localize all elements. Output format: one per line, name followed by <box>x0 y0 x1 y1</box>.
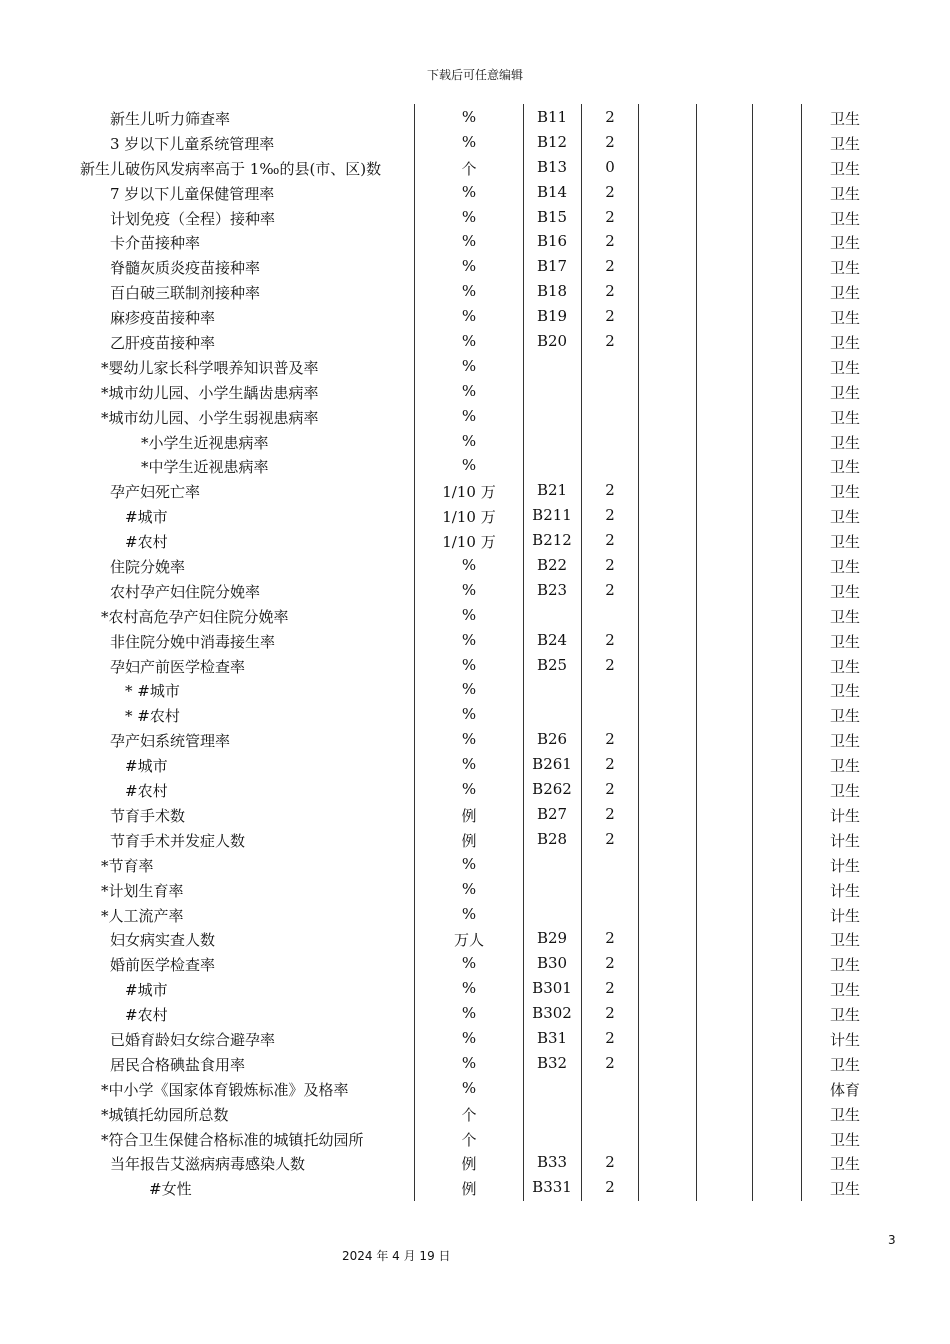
code-cell: B17 <box>536 257 568 276</box>
table-row <box>0 279 950 304</box>
decimal-digits-cell: 2 <box>605 755 615 774</box>
decimal-digits-cell: 2 <box>605 1028 615 1047</box>
unit-cell: % <box>461 705 477 724</box>
indicator-name: 农村孕产妇住院分娩率 <box>110 582 261 601</box>
decimal-digits-cell: 2 <box>605 580 615 599</box>
code-cell: B31 <box>536 1028 568 1047</box>
source-dept-cell: 卫生 <box>829 757 860 776</box>
indicator-name: *计划生育率 <box>101 881 184 900</box>
code-cell: B13 <box>536 157 568 176</box>
table-row <box>0 205 950 230</box>
unit-cell: % <box>461 1078 477 1097</box>
table-row <box>0 1001 950 1026</box>
unit-cell: 1/10 万 <box>442 508 496 527</box>
table-row <box>0 254 950 279</box>
indicator-name: #农村 <box>125 1006 168 1025</box>
table-row <box>0 453 950 478</box>
indicator-name: *符合卫生保健合格标准的城镇托幼园所 <box>101 1130 364 1149</box>
source-dept-cell: 计生 <box>829 831 860 850</box>
decimal-digits-cell: 2 <box>605 1153 615 1172</box>
source-dept-cell: 卫生 <box>829 607 860 626</box>
indicator-name: *小学生近视患病率 <box>141 433 269 452</box>
code-cell: B16 <box>536 232 568 251</box>
decimal-digits-cell: 2 <box>605 182 615 201</box>
code-cell: B25 <box>536 655 568 674</box>
table-row <box>0 752 950 777</box>
indicator-name: 麻疹疫苗接种率 <box>110 309 216 328</box>
decimal-digits-cell: 2 <box>605 207 615 226</box>
indicator-name: 孕妇产前医学检查率 <box>110 657 246 676</box>
unit-cell: % <box>461 904 477 923</box>
decimal-digits-cell: 2 <box>605 506 615 525</box>
unit-cell: % <box>461 580 477 599</box>
indicator-name: *人工流产率 <box>101 906 184 925</box>
code-cell: B261 <box>532 755 572 774</box>
source-dept-cell: 卫生 <box>829 433 860 452</box>
code-cell: B12 <box>536 132 568 151</box>
indicator-name: 非住院分娩中消毒接生率 <box>110 632 276 651</box>
table-row <box>0 229 950 254</box>
table-row <box>0 329 950 354</box>
source-dept-cell: 卫生 <box>829 209 860 228</box>
source-dept-cell: 卫生 <box>829 383 860 402</box>
indicator-name: *城市幼儿园、小学生弱视患病率 <box>101 408 319 427</box>
table-row <box>0 578 950 603</box>
decimal-digits-cell: 2 <box>605 655 615 674</box>
page-number: 3 <box>888 1233 896 1247</box>
indicator-name: 7 岁以下儿童保健管理率 <box>110 184 275 203</box>
source-dept-cell: 卫生 <box>829 931 860 950</box>
indicator-table <box>0 105 950 1200</box>
source-dept-cell: 计生 <box>829 1030 860 1049</box>
unit-cell: % <box>461 282 477 301</box>
unit-cell: % <box>461 630 477 649</box>
table-row <box>0 478 950 503</box>
unit-cell: % <box>461 605 477 624</box>
unit-cell: % <box>461 1004 477 1023</box>
table-row <box>0 130 950 155</box>
unit-cell: % <box>461 431 477 450</box>
source-dept-cell: 卫生 <box>829 1130 860 1149</box>
source-dept-cell: 体育 <box>829 1080 860 1099</box>
indicator-name: *农村高危孕产妇住院分娩率 <box>101 607 289 626</box>
indicator-name: #城市 <box>125 508 168 527</box>
code-cell: B211 <box>532 506 572 525</box>
unit-cell: % <box>461 1053 477 1072</box>
source-dept-cell: 卫生 <box>829 1055 860 1074</box>
indicator-name: 计划免疫（全程）接种率 <box>110 209 276 228</box>
table-row <box>0 902 950 927</box>
indicator-name: #农村 <box>125 782 168 801</box>
table-row <box>0 379 950 404</box>
decimal-digits-cell: 2 <box>605 829 615 848</box>
indicator-name: 居民合格碘盐食用率 <box>110 1055 246 1074</box>
indicator-name: 婚前医学检查率 <box>110 956 216 975</box>
decimal-digits-cell: 2 <box>605 630 615 649</box>
footer-date: 2024 年 4 月 19 日 <box>342 1249 451 1263</box>
table-row <box>0 1026 950 1051</box>
table-row <box>0 802 950 827</box>
source-dept-cell: 卫生 <box>829 732 860 751</box>
unit-cell: % <box>461 456 477 475</box>
source-dept-cell: 卫生 <box>829 782 860 801</box>
table-row <box>0 404 950 429</box>
table-row <box>0 926 950 951</box>
decimal-digits-cell: 2 <box>605 332 615 351</box>
unit-cell: % <box>461 854 477 873</box>
unit-cell: % <box>461 356 477 375</box>
source-dept-cell: 卫生 <box>829 159 860 178</box>
indicator-name: #女性 <box>149 1180 192 1199</box>
code-cell: B11 <box>536 108 568 126</box>
source-dept-cell: 卫生 <box>829 956 860 975</box>
code-cell: B23 <box>536 580 568 599</box>
code-cell: B28 <box>536 829 568 848</box>
indicator-name: #城市 <box>125 757 168 776</box>
decimal-digits-cell: 2 <box>605 780 615 799</box>
unit-cell: 1/10 万 <box>442 483 496 502</box>
table-row <box>0 677 950 702</box>
source-dept-cell: 卫生 <box>829 508 860 527</box>
decimal-digits-cell: 2 <box>605 1178 615 1197</box>
unit-cell: % <box>461 954 477 973</box>
source-dept-cell: 计生 <box>829 856 860 875</box>
code-cell: B33 <box>536 1153 568 1172</box>
unit-cell: 例 <box>461 831 477 850</box>
table-row <box>0 852 950 877</box>
source-dept-cell: 卫生 <box>829 682 860 701</box>
decimal-digits-cell: 2 <box>605 232 615 251</box>
source-dept-cell: 卫生 <box>829 1155 860 1174</box>
unit-cell: 个 <box>461 1130 477 1149</box>
source-dept-cell: 卫生 <box>829 358 860 377</box>
unit-cell: 个 <box>461 159 477 178</box>
decimal-digits-cell: 2 <box>605 730 615 749</box>
indicator-name: 已婚育龄妇女综合避孕率 <box>110 1030 276 1049</box>
decimal-digits-cell: 2 <box>605 556 615 575</box>
indicator-name: * #农村 <box>125 707 180 726</box>
indicator-name: #农村 <box>125 533 168 552</box>
source-dept-cell: 卫生 <box>829 110 860 128</box>
source-dept-cell: 卫生 <box>829 483 860 502</box>
indicator-name: 节育手术数 <box>110 806 186 825</box>
unit-cell: 例 <box>461 1180 477 1199</box>
table-row <box>0 827 950 852</box>
indicator-name: *节育率 <box>101 856 154 875</box>
table-row <box>0 1051 950 1076</box>
unit-cell: % <box>461 232 477 251</box>
decimal-digits-cell: 2 <box>605 929 615 948</box>
unit-cell: % <box>461 332 477 351</box>
code-cell: B14 <box>536 182 568 201</box>
indicator-name: 乙肝疫苗接种率 <box>110 334 216 353</box>
indicator-name: 新生儿听力筛查率 <box>110 110 231 128</box>
code-cell: B32 <box>536 1053 568 1072</box>
unit-cell: % <box>461 780 477 799</box>
source-dept-cell: 卫生 <box>829 582 860 601</box>
unit-cell: % <box>461 680 477 699</box>
code-cell: B15 <box>536 207 568 226</box>
source-dept-cell: 卫生 <box>829 458 860 477</box>
table-row <box>0 553 950 578</box>
decimal-digits-cell: 2 <box>605 307 615 326</box>
source-dept-cell: 计生 <box>829 881 860 900</box>
source-dept-cell: 计生 <box>829 806 860 825</box>
indicator-name: 节育手术并发症人数 <box>110 831 246 850</box>
indicator-name: 孕产妇死亡率 <box>110 483 201 502</box>
unit-cell: 万人 <box>453 931 484 950</box>
decimal-digits-cell: 2 <box>605 531 615 550</box>
code-cell: B331 <box>532 1178 572 1197</box>
source-dept-cell: 卫生 <box>829 657 860 676</box>
source-dept-cell: 卫生 <box>829 284 860 303</box>
indicator-name: *婴幼儿家长科学喂养知识普及率 <box>101 358 319 377</box>
unit-cell: 个 <box>461 1105 477 1124</box>
decimal-digits-cell: 2 <box>605 804 615 823</box>
indicator-name: #城市 <box>125 981 168 1000</box>
unit-cell: % <box>461 655 477 674</box>
decimal-digits-cell: 2 <box>605 108 615 126</box>
indicator-name: 3 岁以下儿童系统管理率 <box>110 134 275 153</box>
code-cell: B29 <box>536 929 568 948</box>
unit-cell: % <box>461 132 477 151</box>
code-cell: B20 <box>536 332 568 351</box>
table-row <box>0 1150 950 1175</box>
unit-cell: % <box>461 556 477 575</box>
table-row <box>0 1175 950 1200</box>
unit-cell: % <box>461 108 477 126</box>
unit-cell: % <box>461 381 477 400</box>
indicator-name: 百白破三联制剂接种率 <box>110 284 261 303</box>
source-dept-cell: 卫生 <box>829 1180 860 1199</box>
code-cell: B262 <box>532 780 572 799</box>
table-row <box>0 354 950 379</box>
decimal-digits-cell: 2 <box>605 132 615 151</box>
code-cell: B301 <box>532 979 572 998</box>
unit-cell: % <box>461 755 477 774</box>
source-dept-cell: 卫生 <box>829 334 860 353</box>
unit-cell: % <box>461 406 477 425</box>
unit-cell: 例 <box>461 806 477 825</box>
source-dept-cell: 卫生 <box>829 259 860 278</box>
table-row <box>0 180 950 205</box>
decimal-digits-cell: 2 <box>605 1053 615 1072</box>
code-cell: B27 <box>536 804 568 823</box>
source-dept-cell: 卫生 <box>829 1105 860 1124</box>
table-row <box>0 951 950 976</box>
indicator-name: *中小学《国家体育锻炼标准》及格率 <box>101 1080 349 1099</box>
code-cell: B30 <box>536 954 568 973</box>
decimal-digits-cell: 2 <box>605 257 615 276</box>
source-dept-cell: 卫生 <box>829 309 860 328</box>
decimal-digits-cell: 2 <box>605 1004 615 1023</box>
table-row <box>0 155 950 180</box>
source-dept-cell: 卫生 <box>829 1006 860 1025</box>
table-row <box>0 603 950 628</box>
table-row <box>0 105 950 130</box>
indicator-name: 妇女病实查人数 <box>110 931 216 950</box>
indicator-name: 孕产妇系统管理率 <box>110 732 231 751</box>
indicator-name: 住院分娩率 <box>110 558 186 577</box>
table-row <box>0 628 950 653</box>
code-cell: B21 <box>536 481 568 500</box>
unit-cell: % <box>461 207 477 226</box>
unit-cell: % <box>461 307 477 326</box>
unit-cell: % <box>461 257 477 276</box>
indicator-name: *中学生近视患病率 <box>141 458 269 477</box>
indicator-name: *城市幼儿园、小学生龋齿患病率 <box>101 383 319 402</box>
table-row <box>0 1076 950 1101</box>
source-dept-cell: 卫生 <box>829 707 860 726</box>
table-row <box>0 653 950 678</box>
indicator-name: 新生儿破伤风发病率高于 1‰的县(市、区)数 <box>80 159 382 178</box>
code-cell: B212 <box>532 531 572 550</box>
source-dept-cell: 卫生 <box>829 981 860 1000</box>
table-row <box>0 304 950 329</box>
decimal-digits-cell: 0 <box>605 157 615 176</box>
unit-cell: 1/10 万 <box>442 533 496 552</box>
table-row <box>0 528 950 553</box>
code-cell: B26 <box>536 730 568 749</box>
table-row <box>0 727 950 752</box>
source-dept-cell: 卫生 <box>829 234 860 253</box>
decimal-digits-cell: 2 <box>605 979 615 998</box>
table-row <box>0 877 950 902</box>
indicator-name: 当年报告艾滋病病毒感染人数 <box>110 1155 306 1174</box>
unit-cell: % <box>461 979 477 998</box>
source-dept-cell: 卫生 <box>829 134 860 153</box>
source-dept-cell: 卫生 <box>829 632 860 651</box>
indicator-name: * #城市 <box>125 682 180 701</box>
decimal-digits-cell: 2 <box>605 954 615 973</box>
code-cell: B19 <box>536 307 568 326</box>
unit-cell: % <box>461 879 477 898</box>
table-row <box>0 429 950 454</box>
source-dept-cell: 卫生 <box>829 184 860 203</box>
table-row <box>0 777 950 802</box>
unit-cell: % <box>461 1028 477 1047</box>
decimal-digits-cell: 2 <box>605 481 615 500</box>
source-dept-cell: 计生 <box>829 906 860 925</box>
table-row <box>0 503 950 528</box>
code-cell: B24 <box>536 630 568 649</box>
table-row <box>0 976 950 1001</box>
unit-cell: % <box>461 182 477 201</box>
source-dept-cell: 卫生 <box>829 533 860 552</box>
code-cell: B302 <box>532 1004 572 1023</box>
source-dept-cell: 卫生 <box>829 408 860 427</box>
indicator-name: 卡介苗接种率 <box>110 234 201 253</box>
code-cell: B22 <box>536 556 568 575</box>
code-cell: B18 <box>536 282 568 301</box>
unit-cell: 例 <box>461 1155 477 1174</box>
source-dept-cell: 卫生 <box>829 558 860 577</box>
decimal-digits-cell: 2 <box>605 282 615 301</box>
indicator-name: *城镇托幼园所总数 <box>101 1105 229 1124</box>
page-header: 下载后可任意编辑 <box>426 68 523 82</box>
table-row <box>0 1101 950 1126</box>
table-row <box>0 1126 950 1151</box>
unit-cell: % <box>461 730 477 749</box>
indicator-name: 脊髓灰质炎疫苗接种率 <box>110 259 261 278</box>
table-row <box>0 702 950 727</box>
